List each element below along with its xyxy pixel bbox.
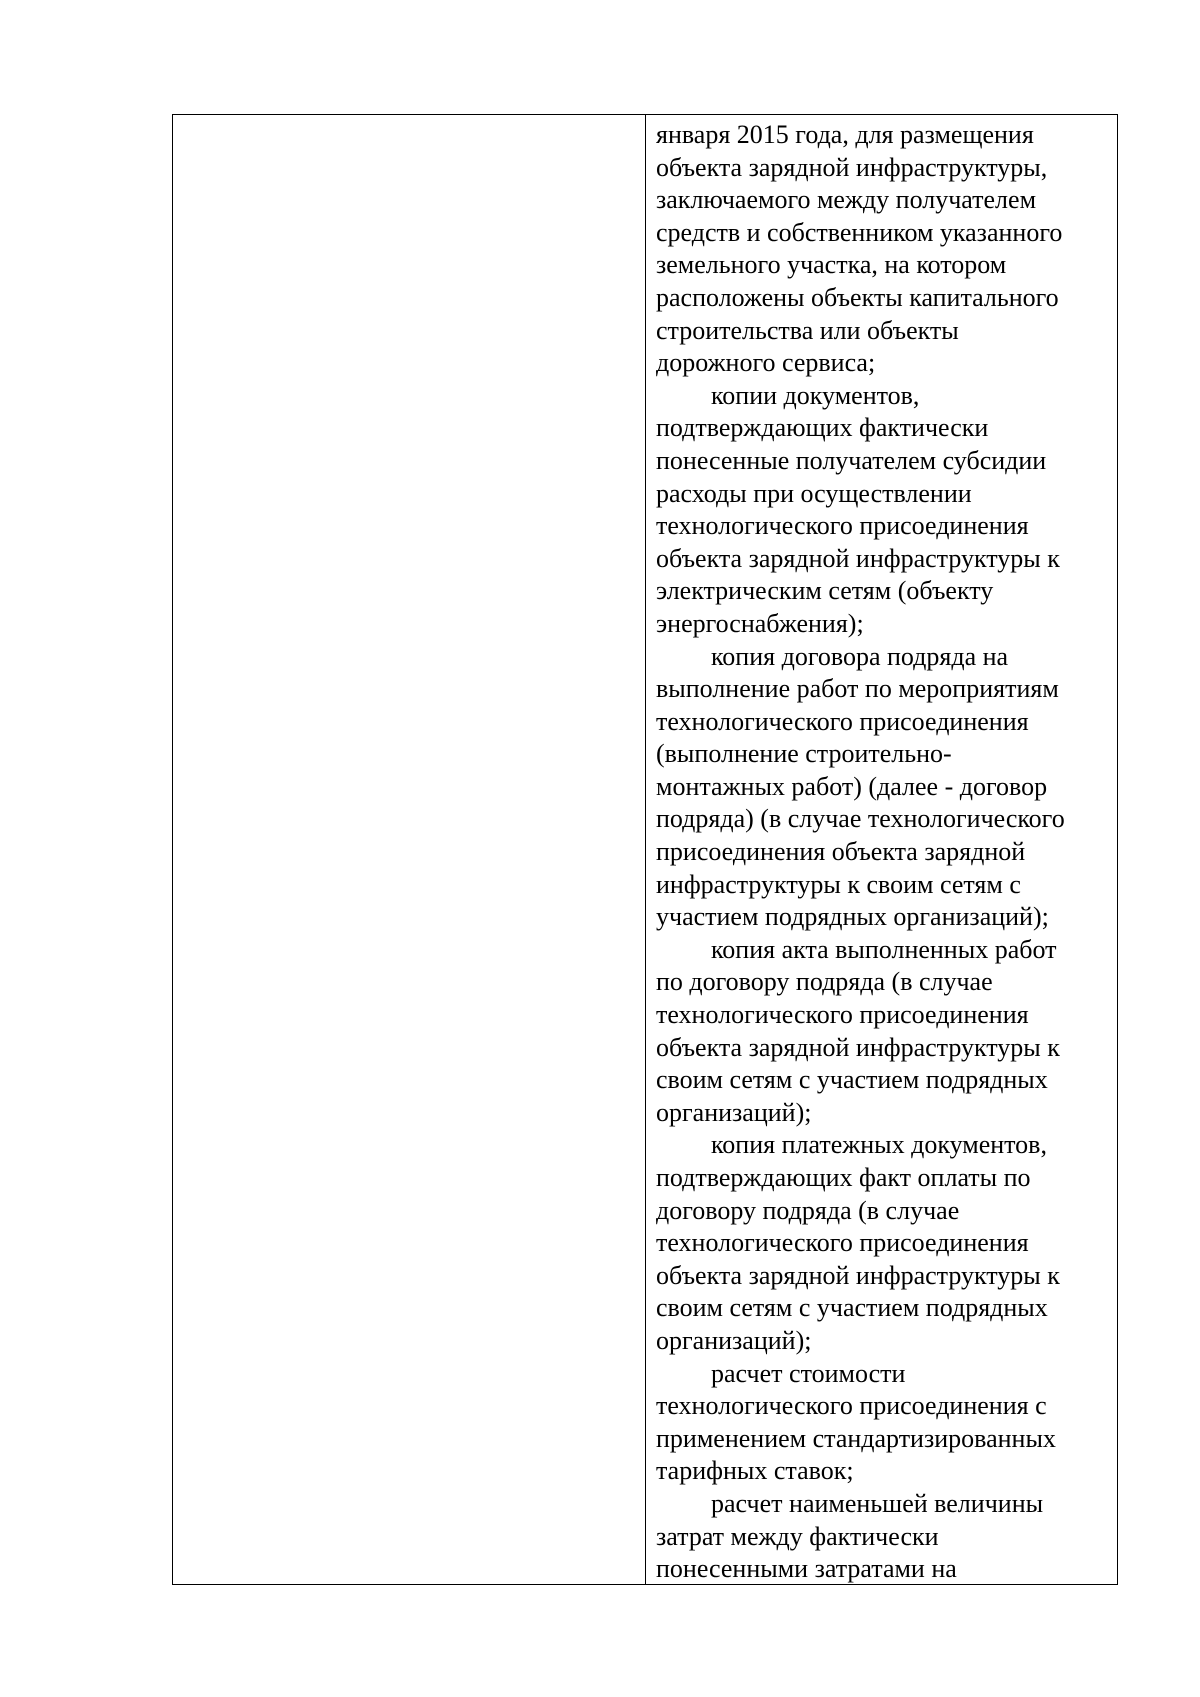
- text-line: копии документов,: [711, 380, 920, 410]
- text-line: по договору подряда (в случае: [656, 967, 993, 997]
- text-line: технологического присоединения: [656, 1228, 1029, 1258]
- text-line: расчет стоимости: [711, 1358, 906, 1388]
- text-line: понесенные получателем субсидии: [656, 445, 1047, 475]
- text-line: копия платежных документов,: [711, 1130, 1047, 1160]
- text-line: понесенными затратами на: [656, 1554, 957, 1584]
- text-line: организаций);: [656, 1325, 812, 1355]
- text-line: инфраструктуры к своим сетям с: [656, 869, 1021, 899]
- text-line: объекта зарядной инфраструктуры,: [656, 152, 1048, 182]
- text-line: расчет наименьшей величины: [711, 1488, 1044, 1518]
- text-line: договору подряда (в случае: [656, 1195, 960, 1225]
- text-line: подряда) (в случае технологического: [656, 804, 1065, 834]
- text-line: объекта зарядной инфраструктуры к: [656, 543, 1060, 573]
- text-line: копия договора подряда на: [711, 641, 1009, 671]
- document-table: [172, 114, 1118, 1585]
- text-line: применением стандартизированных: [656, 1423, 1056, 1453]
- text-line: своим сетям с участием подрядных: [656, 1293, 1048, 1323]
- text-line: своим сетям с участием подрядных: [656, 1065, 1048, 1095]
- text-line: подтверждающих факт оплаты по: [656, 1163, 1031, 1192]
- text-line: строительства или объекты: [656, 315, 959, 345]
- text-line: участием подрядных организаций);: [656, 902, 1049, 932]
- text-line: расходы при осуществлении: [656, 478, 972, 508]
- table-cell-right: [646, 115, 1117, 1584]
- text-line: объекта зарядной инфраструктуры к: [656, 1032, 1060, 1062]
- text-line: присоединения объекта зарядной: [656, 837, 1026, 867]
- text-line: подтверждающих фактически: [656, 413, 989, 443]
- text-line: технологического присоединения с: [656, 1391, 1047, 1421]
- table-cell-left: [173, 115, 646, 1584]
- text-line: (выполнение строительно-: [656, 739, 952, 769]
- text-line: копия акта выполненных работ: [711, 934, 1057, 964]
- text-line: технологического присоединения: [656, 706, 1029, 736]
- text-line: затрат между фактически: [656, 1521, 939, 1551]
- text-line: земельного участка, на котором: [656, 250, 1007, 280]
- text-line: заключаемого между получателем: [656, 185, 1037, 215]
- text-line: организаций);: [656, 1097, 812, 1127]
- text-line: дорожного сервиса;: [656, 348, 876, 378]
- text-line: объекта зарядной инфраструктуры к: [656, 1260, 1060, 1290]
- text-line: выполнение работ по мероприятиям: [656, 674, 1059, 704]
- text-line: электрическим сетям (объекту: [656, 576, 994, 606]
- text-line: января 2015 года, для размещения: [656, 120, 1034, 149]
- text-line: технологического присоединения: [656, 511, 1029, 541]
- text-line: технологического присоединения: [656, 1000, 1029, 1030]
- text-line: монтажных работ) (далее - договор: [656, 771, 1048, 801]
- text-line: энергоснабжения);: [656, 608, 864, 638]
- text-line: расположены объекты капитального: [656, 282, 1059, 312]
- text-line: тарифных ставок;: [656, 1456, 854, 1486]
- text-line: средств и собственником указанного: [656, 217, 1063, 247]
